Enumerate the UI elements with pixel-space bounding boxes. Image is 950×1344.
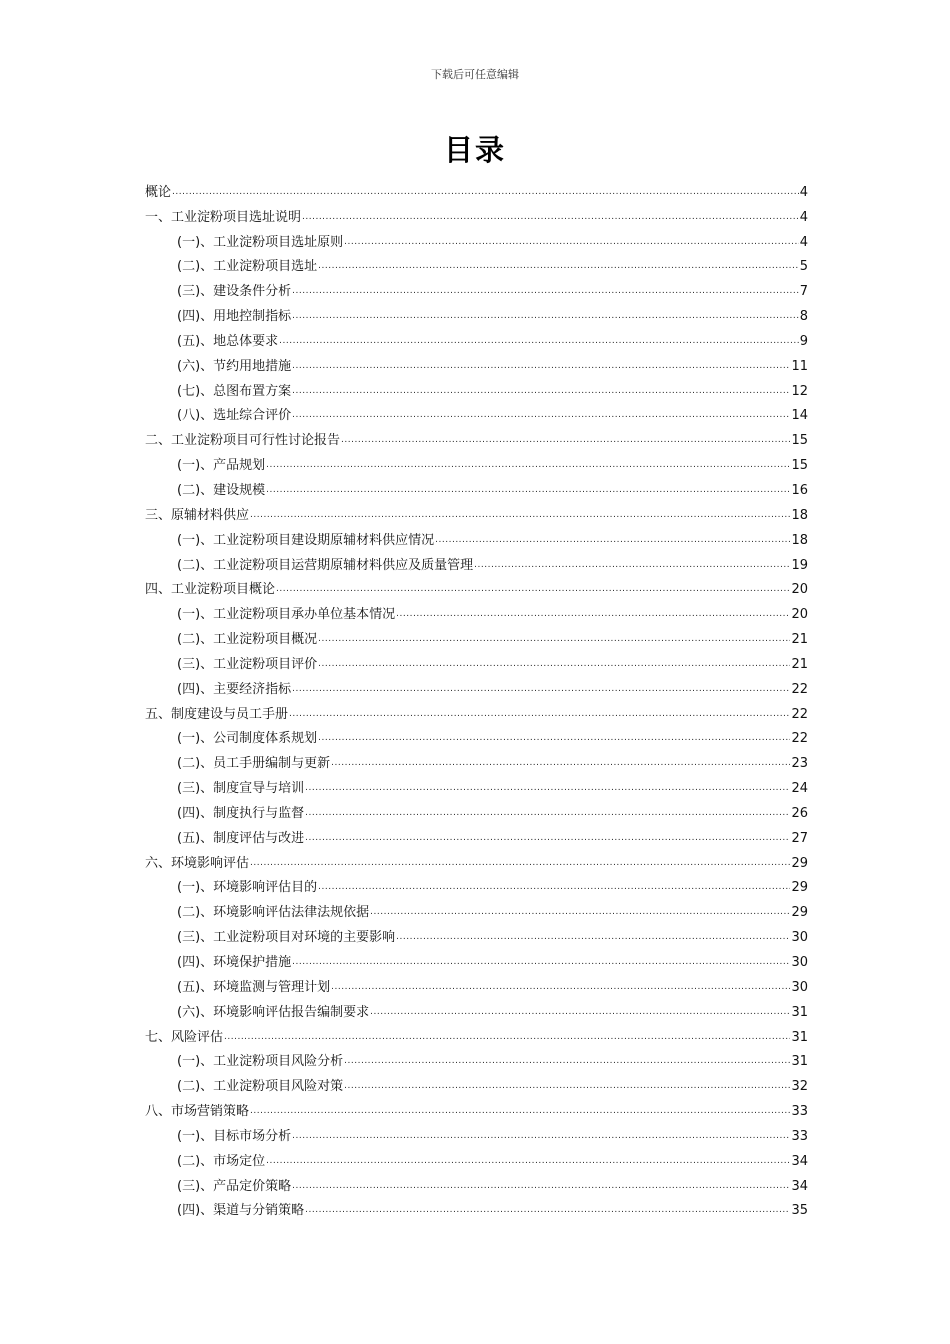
toc-entry-label: (二)、员工手册编制与更新 [177,756,331,772]
toc-entry[interactable] [145,226,808,251]
toc-entry-label: (一)、工业淀粉项目建设期原辅材料供应情况 [177,532,435,548]
toc-entry-label: 一、工业淀粉项目选址说明 [145,209,302,225]
dot-leader [292,383,790,400]
toc-entry-page-number: 20 [791,607,808,623]
toc-entry-label: (一)、环境影响评估目的 [177,880,318,896]
toc-entry[interactable] [145,847,808,872]
toc-entry-label: 三、原辅材料供应 [145,507,250,523]
dot-leader [331,979,790,996]
toc-entry[interactable] [145,723,808,748]
dot-leader [292,1178,790,1195]
toc-entry-page-number: 14 [791,408,808,424]
toc-entry-page-number: 30 [791,979,808,995]
toc-entry[interactable] [145,747,808,772]
toc-entry-label: (七)、总图布置方案 [177,383,292,399]
toc-entry-label: (二)、工业淀粉项目选址 [177,259,318,275]
dot-leader [292,407,790,424]
toc-entry[interactable] [145,822,808,847]
dot-leader [344,1053,790,1070]
toc-entry-page-number: 30 [791,930,808,946]
toc-entry-page-number: 23 [791,756,808,772]
toc-entry-label: (五)、地总体要求 [177,333,279,349]
toc-entry-label: (一)、公司制度体系规划 [177,731,318,747]
toc-entry[interactable] [145,971,808,996]
dot-leader [292,954,790,971]
toc-entry[interactable] [145,648,808,673]
dot-leader [292,358,790,375]
toc-entry-label: (四)、渠道与分销策略 [177,1203,305,1219]
dot-leader [302,209,799,226]
dot-leader [370,904,790,921]
toc-entry-label: (二)、工业淀粉项目风险对策 [177,1079,344,1095]
toc-entry[interactable] [145,1120,808,1145]
toc-entry-page-number: 34 [791,1178,808,1194]
toc-entry-label: (三)、制度宣导与培训 [177,781,305,797]
dot-leader [292,308,799,325]
toc-entry-page-number: 5 [799,259,808,275]
toc-entry-page-number: 31 [791,1029,808,1045]
dot-leader [396,606,790,623]
toc-entry-label: (四)、主要经济指标 [177,681,292,697]
toc-entry-label: 五、制度建设与员工手册 [145,706,289,722]
toc-entry-page-number: 27 [791,830,808,846]
toc-entry-label: (二)、工业淀粉项目概况 [177,632,318,648]
toc-entry[interactable] [145,1021,808,1046]
dot-leader [305,805,790,822]
toc-entry-page-number: 29 [791,880,808,896]
dot-leader [305,830,790,847]
toc-entry-label: (一)、工业淀粉项目承办单位基本情况 [177,607,396,623]
toc-entry[interactable] [145,524,808,549]
dot-leader [370,1004,790,1021]
toc-entry-page-number: 4 [799,209,808,225]
toc-entry-label: 七、风险评估 [145,1029,224,1045]
toc-entry[interactable] [145,400,808,425]
toc-entry-label: (四)、制度执行与监督 [177,805,305,821]
dot-leader [292,1128,790,1145]
toc-entry[interactable] [145,1046,808,1071]
toc-entry-label: (三)、工业淀粉项目评价 [177,656,318,672]
dot-leader [344,234,799,251]
toc-entry-page-number: 22 [791,731,808,747]
toc-entry[interactable] [145,375,808,400]
dot-leader [172,184,799,201]
toc-entry-page-number: 16 [791,482,808,498]
toc-entry[interactable] [145,300,808,325]
toc-entry[interactable] [145,275,808,300]
toc-entry-label: (三)、产品定价策略 [177,1178,292,1194]
toc-entry-label: (五)、环境监测与管理计划 [177,979,331,995]
dot-leader [266,482,790,499]
toc-entry[interactable] [145,176,808,201]
toc-entry-label: (五)、制度评估与改进 [177,830,305,846]
toc-entry-label: (二)、环境影响评估法律法规依据 [177,905,370,921]
toc-entry-label: (一)、产品规划 [177,458,266,474]
toc-entry[interactable] [145,1170,808,1195]
toc-entry[interactable] [145,251,808,276]
toc-entry[interactable] [145,946,808,971]
toc-entry-page-number: 24 [791,781,808,797]
toc-entry-label: (一)、工业淀粉项目选址原则 [177,234,344,250]
dot-leader [250,1103,790,1120]
toc-entry-label: (三)、建设条件分析 [177,284,292,300]
toc-entry-page-number: 7 [799,284,808,300]
toc-entry[interactable] [145,1195,808,1220]
toc-entry-page-number: 31 [791,1004,808,1020]
toc-entry-label: (八)、选址综合评价 [177,408,292,424]
toc-entry-label: 四、工业淀粉项目概论 [145,582,276,598]
toc-entry-label: 概论 [145,184,172,200]
table-of-contents [145,176,808,1219]
toc-entry-page-number: 4 [799,184,808,200]
toc-entry-page-number: 26 [791,805,808,821]
toc-entry[interactable] [145,549,808,574]
dot-leader [318,879,790,896]
toc-entry-label: 六、环境影响评估 [145,855,250,871]
dot-leader [305,780,790,797]
dot-leader [250,507,790,524]
dot-leader [292,681,790,698]
toc-entry-page-number: 33 [791,1128,808,1144]
toc-entry[interactable] [145,598,808,623]
dot-leader [435,532,790,549]
toc-entry-page-number: 12 [791,383,808,399]
toc-entry[interactable] [145,623,808,648]
dot-leader [474,557,790,574]
toc-entry-page-number: 4 [799,234,808,250]
toc-entry-label: (四)、环境保护措施 [177,955,292,970]
toc-entry[interactable] [145,1095,808,1120]
toc-entry-label: (二)、市场定位 [177,1153,266,1169]
toc-entry-page-number: 9 [799,333,808,349]
toc-entry-page-number: 15 [791,433,808,449]
dot-leader [276,581,790,598]
toc-entry-page-number: 21 [791,656,808,672]
toc-entry-label: 二、工业淀粉项目可行性讨论报告 [145,433,341,449]
dot-leader [396,929,790,946]
dot-leader [341,432,790,449]
toc-entry[interactable] [145,449,808,474]
toc-entry[interactable] [145,673,808,698]
toc-entry[interactable] [145,499,808,524]
dot-leader [318,656,790,673]
toc-entry-page-number: 34 [791,1153,808,1169]
toc-entry-page-number: 15 [791,458,808,474]
dot-leader [344,1078,790,1095]
toc-entry[interactable] [145,574,808,599]
dot-leader [289,706,790,723]
toc-entry-page-number: 35 [791,1203,808,1219]
toc-entry[interactable] [145,424,808,449]
toc-entry[interactable] [145,474,808,499]
toc-entry-page-number: 20 [791,582,808,598]
toc-entry-label: (一)、目标市场分析 [177,1128,292,1144]
toc-entry[interactable] [145,201,808,226]
toc-entry-page-number: 8 [799,309,808,325]
dot-leader [250,855,790,872]
toc-entry-label: (六)、节约用地措施 [177,358,292,374]
toc-entry-page-number: 22 [791,681,808,697]
toc-entry-page-number: 33 [791,1104,808,1120]
toc-entry-page-number: 22 [791,706,808,722]
toc-entry-page-number: 29 [791,905,808,921]
toc-entry-label: (二)、建设规模 [177,482,266,498]
toc-entry[interactable] [145,1070,808,1095]
toc-entry-page-number: 21 [791,632,808,648]
dot-leader [318,258,799,275]
dot-leader [266,1153,790,1170]
toc-entry-label: (四)、用地控制指标 [177,309,292,325]
toc-entry[interactable] [145,797,808,822]
dot-leader [331,755,790,772]
toc-entry[interactable] [145,1145,808,1170]
dot-leader [224,1029,790,1046]
toc-entry-label: (二)、工业淀粉项目运营期原辅材料供应及质量管理 [177,557,474,573]
toc-entry-page-number: 18 [791,507,808,523]
toc-entry[interactable] [145,896,808,921]
toc-entry-label: (一)、工业淀粉项目风险分析 [177,1054,344,1070]
toc-entry-page-number: 11 [791,358,808,374]
toc-entry[interactable] [145,350,808,375]
toc-entry-page-number: 19 [791,557,808,573]
toc-entry[interactable] [145,872,808,897]
dot-leader [305,1202,790,1219]
toc-entry[interactable] [145,698,808,723]
toc-entry-label: 八、市场营销策略 [145,1104,250,1120]
toc-title: 目录 [443,133,506,167]
dot-leader [266,457,790,474]
toc-entry[interactable] [145,921,808,946]
toc-entry-page-number: 30 [791,955,808,970]
dot-leader [318,631,790,648]
toc-entry[interactable] [145,996,808,1021]
toc-entry-page-number: 29 [791,855,808,871]
toc-entry-page-number: 18 [791,532,808,548]
toc-entry-page-number: 31 [791,1054,808,1070]
header-note: 下载后可任意编辑 [431,68,519,81]
toc-entry[interactable] [145,772,808,797]
toc-entry[interactable] [145,325,808,350]
dot-leader [318,730,790,747]
dot-leader [292,283,799,300]
toc-entry-label: (三)、工业淀粉项目对环境的主要影响 [177,930,396,946]
toc-entry-page-number: 32 [791,1079,808,1095]
dot-leader [279,333,799,350]
toc-entry-label: (六)、环境影响评估报告编制要求 [177,1004,370,1020]
